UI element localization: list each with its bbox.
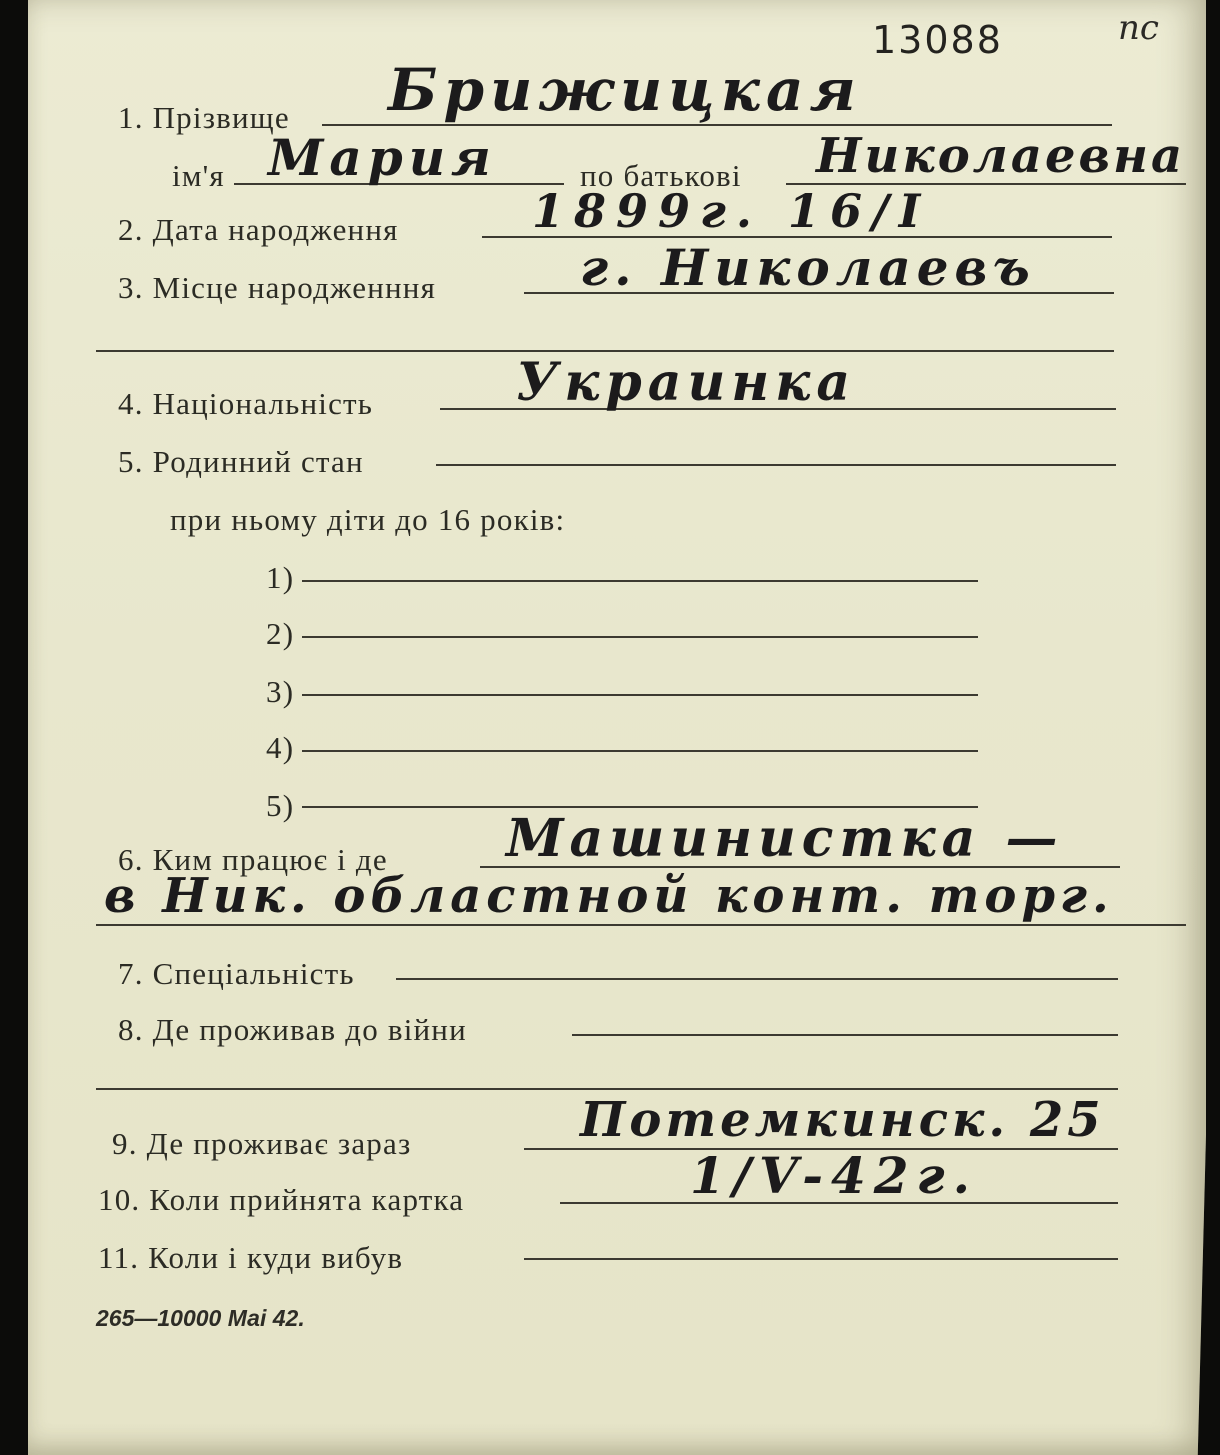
patronymic-label: по батькові <box>580 158 742 193</box>
first-name-label: ім'я <box>172 158 225 193</box>
card-accepted-value: 1/V-42г. <box>690 1146 979 1205</box>
surname-value: Брижицкая <box>388 56 862 124</box>
occupation-value-line2: в Ник. областной конт. торг. <box>104 868 1114 924</box>
corner-mark: пс <box>1118 8 1159 48</box>
birth-date-value: 1899г. 16/I <box>532 184 931 238</box>
birth-place-label: 3. Місце народженння <box>118 270 437 305</box>
printer-line: 265—10000 Маі 42. <box>96 1305 305 1331</box>
child-1-line <box>302 580 978 582</box>
child-2-line <box>302 636 978 638</box>
birth-date-label: 2. Дата народження <box>118 212 399 247</box>
current-residence-value: Потемкинск. 25 <box>580 1092 1105 1148</box>
departure-line <box>524 1258 1118 1260</box>
occupation-second-line <box>96 924 1186 926</box>
nationality-label: 4. Національність <box>118 386 374 421</box>
child-3-line <box>302 694 978 696</box>
departure-label: 11. Коли і куди вибув <box>98 1240 404 1275</box>
nationality-value: Украинка <box>516 352 857 413</box>
child-4-line <box>302 750 978 752</box>
children-label: при ньому діти до 16 років: <box>170 502 566 537</box>
surname-label: 1. Прізвище <box>118 100 290 135</box>
child-4-label: 4) <box>266 730 295 765</box>
occupation-label: 6. Ким працює і де <box>118 842 388 877</box>
child-1-label: 1) <box>266 560 295 595</box>
prewar-residence-label: 8. Де проживав до війни <box>118 1012 467 1047</box>
child-5-label: 5) <box>266 788 295 823</box>
surname-line <box>322 124 1112 126</box>
child-2-label: 2) <box>266 616 295 651</box>
specialty-line <box>396 978 1118 980</box>
marital-status-line <box>436 464 1116 466</box>
card-accepted-label: 10. Коли прийнята картка <box>98 1182 465 1217</box>
archive-number: 13088 <box>872 18 1003 62</box>
occupation-value-line1: Машинистка — <box>506 808 1064 869</box>
prewar-residence-extra-line <box>96 1088 1118 1090</box>
current-residence-label: 9. Де проживає зараз <box>112 1126 412 1161</box>
marital-status-label: 5. Родинний стан <box>118 444 364 479</box>
birth-place-value: г. Николаевъ <box>580 238 1036 297</box>
child-3-label: 3) <box>266 674 295 709</box>
patronymic-value: Николаевна <box>816 128 1186 184</box>
first-name-value: Мария <box>268 128 497 187</box>
specialty-label: 7. Спеціальність <box>118 956 355 991</box>
prewar-residence-line <box>572 1034 1118 1036</box>
